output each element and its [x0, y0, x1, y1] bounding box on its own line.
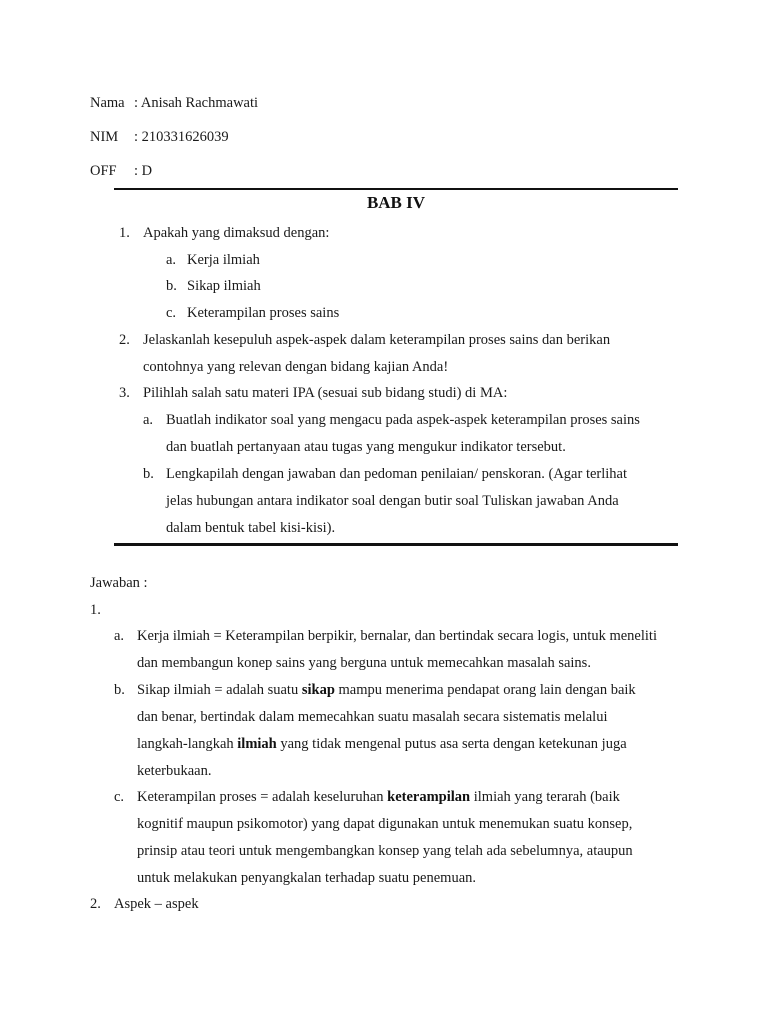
question-1-text: Apakah yang dimaksud dengan:	[143, 225, 330, 241]
answer-1a-line-1: Kerja ilmiah = Keterampilan berpikir, bernalar, dan bertindak secara logis, untuk meneliti	[137, 628, 657, 644]
answer-1b-line-1	[137, 681, 636, 699]
question-1a-label: a.	[166, 252, 177, 268]
question-3-text: Pilihlah salah satu materi IPA (sesuai sub bidang studi) di MA:	[143, 385, 508, 401]
chapter-title: BAB IV	[366, 193, 426, 212]
question-2-line-2: contohnya yang relevan dengan bidang kajian Anda!	[143, 359, 449, 375]
answer-1a-line-2: dan membangun konep sains yang berguna untuk memecahkan masalah sains.	[137, 655, 591, 671]
question-3b-line-1: Lengkapilah dengan jawaban dan pedoman penilaian/ penskoran. (Agar terlihat	[166, 466, 628, 482]
answer-1b-line-3-post: yang tidak mengenal putus asa serta dengan ketekunan juga	[276, 736, 627, 752]
answer-1b-line-3	[137, 735, 627, 753]
answer-1c-line-1-pre: Keterampilan proses = adalah keseluruhan	[137, 789, 388, 805]
answer-1b-line-3-pre: langkah-langkah	[137, 736, 238, 752]
question-3a-line-2: dan buatlah pertanyaan atau tugas yang mengukur indikator tersebut.	[166, 439, 566, 455]
nim-value: : 210331626039	[134, 129, 229, 145]
nim-label: NIM	[90, 129, 119, 145]
answer-1b-line-4: keterbukaan.	[137, 763, 212, 779]
answer-1c-line-4: untuk melakukan penyangkalan terhadap suatu penemuan.	[137, 870, 477, 886]
answer-2-number: 2.	[90, 896, 101, 912]
answer-1c-label: c.	[114, 789, 125, 805]
answer-1b-bold-sikap: sikap	[301, 682, 335, 698]
answer-1b-label: b.	[114, 682, 125, 698]
question-3a-label: a.	[143, 412, 154, 428]
question-3b-label: b.	[143, 466, 154, 482]
question-1-number: 1.	[119, 225, 130, 241]
question-3b-line-3: dalam bentuk tabel kisi-kisi).	[166, 520, 336, 536]
answer-1a-label: a.	[114, 628, 125, 644]
off-label: OFF	[90, 163, 117, 179]
answer-1c-line-1	[137, 788, 620, 806]
answer-1c-line-2: kognitif maupun psikomotor) yang dapat digunakan untuk menemukan suatu konsep,	[137, 816, 633, 832]
question-3a-line-1: Buatlah indikator soal yang mengacu pada aspek-aspek keterampilan proses sains	[166, 412, 640, 428]
nama-value: : Anisah Rachmawati	[134, 95, 259, 111]
question-1b-label: b.	[166, 278, 177, 294]
answer-2-text: Aspek – aspek	[114, 896, 199, 912]
question-2-line-1: Jelaskanlah kesepuluh aspek-aspek dalam keterampilan proses sains dan berikan	[143, 332, 611, 348]
question-2-number: 2.	[119, 332, 130, 348]
bottom-rule	[114, 543, 678, 546]
question-3-number: 3.	[119, 385, 130, 401]
answer-1b-bold-ilmiah: ilmiah	[237, 736, 277, 752]
answer-1c-line-1-post: ilmiah yang terarah (baik	[470, 789, 620, 805]
answer-1c-line-3: prinsip atau teori untuk mengembangkan konsep yang telah ada sebelumnya, ataupun	[137, 843, 633, 859]
question-1c-label: c.	[166, 305, 177, 321]
answers-heading: Jawaban :	[90, 575, 148, 591]
answer-1b-line-2: dan benar, bertindak dalam memecahkan suatu masalah secara sistematis melalui	[137, 709, 608, 725]
question-3b-line-2: jelas hubungan antara indikator soal dengan butir soal Tuliskan jawaban Anda	[166, 493, 619, 509]
off-value: : D	[134, 163, 153, 179]
answer-1c-bold-keterampilan: keterampilan	[387, 789, 471, 805]
nama-label: Nama	[90, 95, 125, 111]
top-rule	[114, 188, 678, 190]
question-1a-text: Kerja ilmiah	[187, 252, 260, 268]
answer-1-number: 1.	[90, 602, 101, 618]
answer-1b-line-1-pre: Sikap ilmiah = adalah suatu	[137, 682, 302, 698]
answer-1b-line-1-post: mampu menerima pendapat orang lain dengan baik	[334, 682, 636, 698]
question-1c-text: Keterampilan proses sains	[187, 305, 340, 321]
question-1b-text: Sikap ilmiah	[187, 278, 261, 294]
